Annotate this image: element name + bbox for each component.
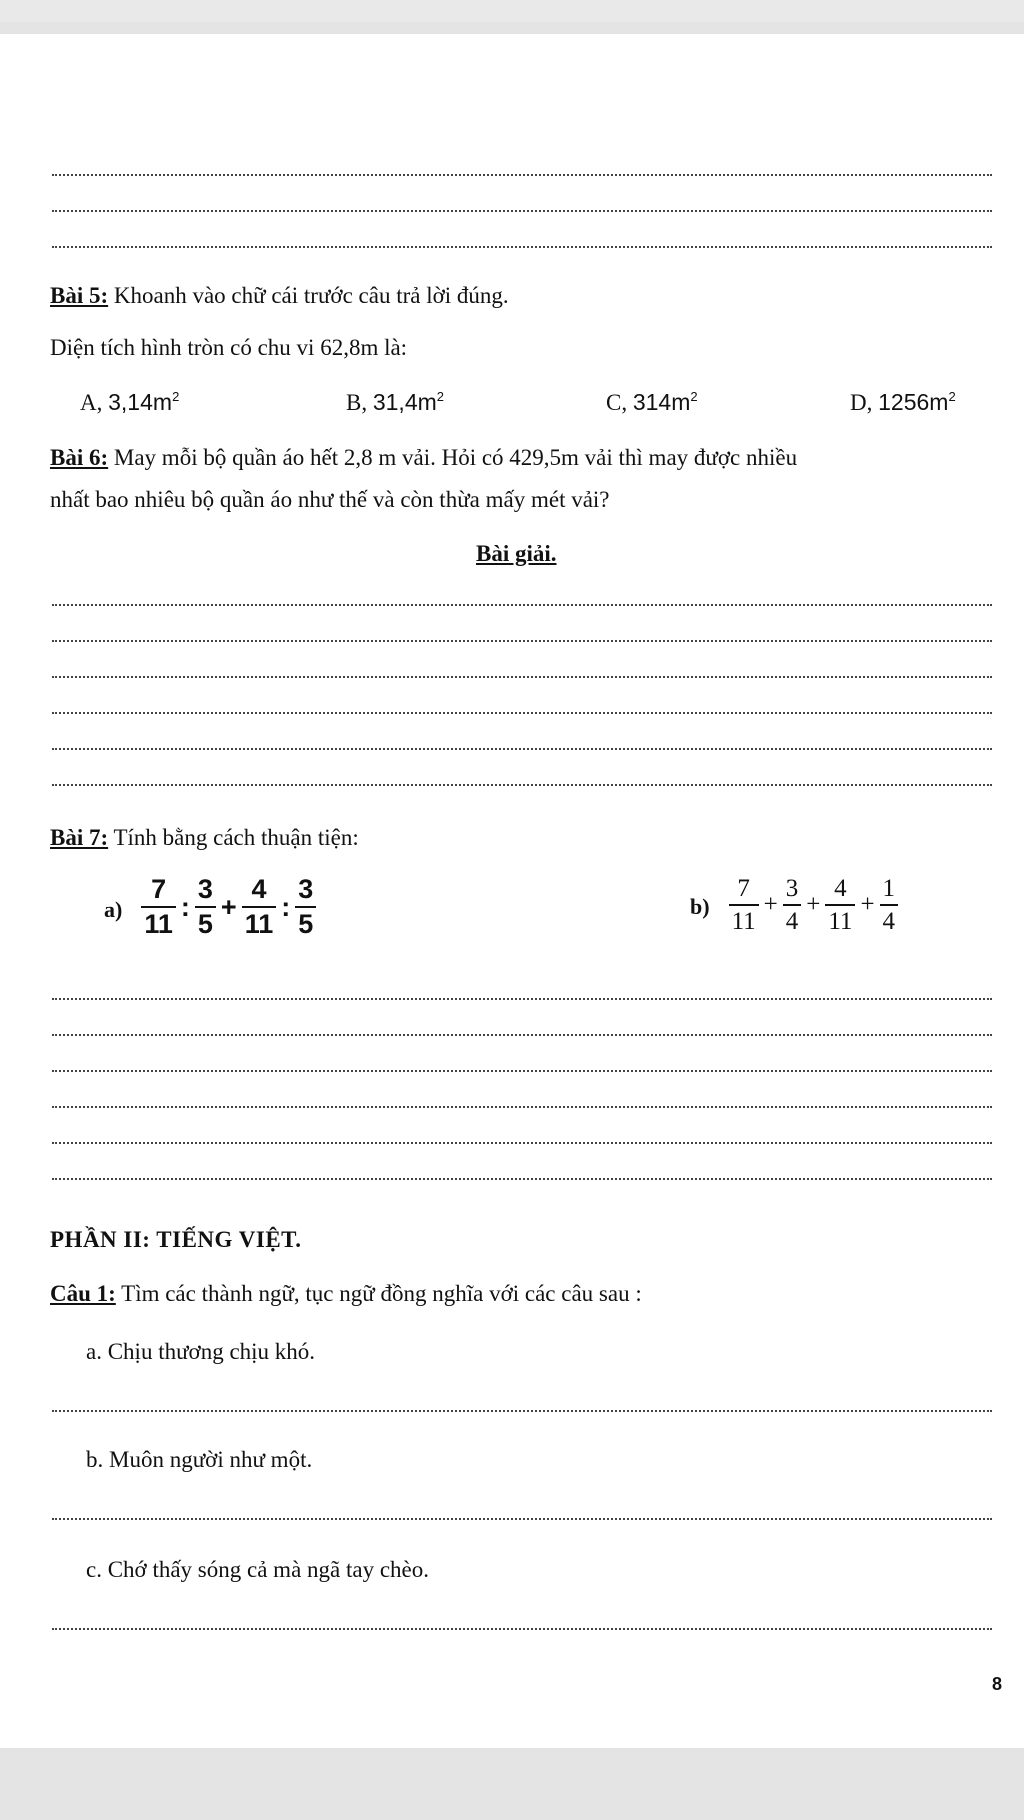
viewer-top-bar — [0, 0, 1024, 22]
bai7-text: Tính bằng cách thuận tiện: — [108, 825, 359, 850]
viewer-bottom-band — [0, 1762, 1024, 1820]
answer-line — [52, 1628, 992, 1630]
list-item: c. Chớ thấy sóng cả mà ngã tay chèo. — [86, 1557, 430, 1582]
fraction: $\frac{4}{11}$ — [242, 876, 277, 938]
list-item: a. Chịu thương chịu khó. — [86, 1339, 316, 1364]
list-item: b. Muôn người như một. — [86, 1447, 313, 1472]
section-title: PHẦN II: TIẾNG VIỆT. — [50, 1227, 302, 1252]
page-number: 8 — [992, 1674, 1003, 1694]
answer-line — [52, 998, 992, 1000]
answer-line — [52, 210, 992, 212]
bai5-text: Khoanh vào chữ cái trước câu trả lời đúng. — [108, 283, 509, 308]
bai5-label: Bài 5: — [50, 283, 109, 308]
bai5-question: Diện tích hình tròn có chu vi 62,8m là: — [50, 335, 408, 360]
bai7-expression-a: a) $\frac{7}{11}$ : $\frac{3}{5}$ + $\frac{4}{11}$ : $\frac{3}{5}$ — [104, 876, 319, 938]
answer-line — [52, 604, 992, 606]
bai5-option-a: A, $3,14m^2$ — [80, 389, 180, 415]
cau1-label: Câu 1: — [50, 1281, 116, 1306]
bai6-line2: nhất bao nhiêu bộ quần áo như thế và còn thừa mấy mét vải? — [50, 487, 610, 512]
answer-line — [52, 1106, 992, 1108]
answer-line — [52, 1178, 992, 1180]
fraction: $\frac{3}{5}$ — [195, 876, 216, 938]
document-page — [0, 34, 1024, 1748]
fraction: $\frac{7}{11}$ — [141, 876, 176, 938]
answer-line — [52, 748, 992, 750]
fraction: $\frac{3}{4}$ — [783, 876, 802, 934]
answer-line — [52, 1518, 992, 1520]
answer-line — [52, 784, 992, 786]
fraction: $\frac{7}{11}$ — [729, 876, 759, 934]
answer-line — [52, 1410, 992, 1412]
cau1-heading — [50, 1280, 642, 1308]
answer-line — [52, 712, 992, 714]
bai6-label: Bài 6: — [50, 445, 109, 470]
answer-line — [52, 1070, 992, 1072]
fraction: $\frac{3}{5}$ — [295, 876, 316, 938]
answer-line — [52, 246, 992, 248]
answer-line — [52, 1034, 992, 1036]
bai7-label: Bài 7: — [50, 825, 109, 850]
bai6-heading — [50, 444, 797, 472]
answer-line — [52, 1142, 992, 1144]
answer-line — [52, 676, 992, 678]
bai5-option-b: B, $31,4m^2$ — [346, 389, 445, 415]
bai5-option-d: D, $1256m^2$ — [850, 389, 956, 415]
bai7-expression-b: b) $\frac{7}{11}$ + $\frac{3}{4}$ + $\frac{4}{11}$ + $\frac{1}{4}$ — [690, 876, 901, 934]
cau1-text: Tìm các thành ngữ, tục ngữ đồng nghĩa với các câu sau : — [115, 1281, 642, 1306]
answer-line — [52, 174, 992, 176]
bai5-heading — [50, 282, 509, 310]
bai7-heading — [50, 824, 359, 852]
bai6-solution-title: Bài giải. — [476, 541, 557, 566]
fraction: $\frac{1}{4}$ — [880, 876, 899, 934]
answer-line — [52, 640, 992, 642]
bai5-option-c: C, $314m^2$ — [606, 389, 698, 415]
fraction: $\frac{4}{11}$ — [825, 876, 855, 934]
bai6-line1: May mỗi bộ quần áo hết 2,8 m vải. Hỏi có 429,5m vải thì may được nhiều — [108, 445, 798, 470]
